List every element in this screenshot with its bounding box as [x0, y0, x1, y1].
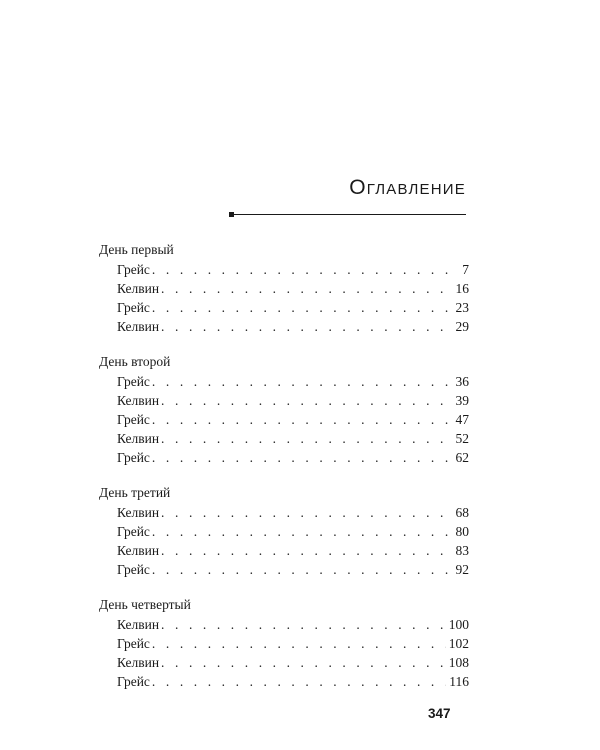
toc-entry [117, 260, 469, 279]
part-heading: День первый [99, 242, 174, 257]
dot-leader [161, 541, 452, 560]
entry-name: Грейс [117, 450, 150, 465]
dot-leader [152, 672, 446, 691]
entry-name: Келвин [117, 319, 160, 334]
dot-leader [161, 279, 452, 298]
page-title: Оглавление [349, 176, 466, 199]
dot-leader [152, 522, 453, 541]
dot-leader [161, 615, 446, 634]
entry-name: Келвин [117, 543, 160, 558]
entry-page: 23 [455, 300, 469, 315]
entry-page: 100 [448, 617, 469, 632]
entry-page: 36 [455, 374, 469, 389]
dot-leader [161, 503, 452, 522]
toc-entry [117, 653, 469, 672]
toc-entry [117, 541, 469, 560]
toc-part [99, 352, 469, 467]
toc-entry [117, 279, 469, 298]
toc-part [99, 240, 469, 336]
entry-name: Грейс [117, 636, 150, 651]
dot-leader [152, 560, 453, 579]
part-heading: День третий [99, 485, 171, 500]
dot-leader [161, 391, 452, 410]
toc-entry [117, 560, 469, 579]
entry-page: 62 [455, 450, 469, 465]
toc-entry [117, 522, 469, 541]
entry-page: 108 [448, 655, 469, 670]
entry-name: Грейс [117, 262, 150, 277]
dot-leader [152, 298, 453, 317]
dot-leader [161, 429, 452, 448]
toc-entry [117, 429, 469, 448]
entry-name: Келвин [117, 617, 160, 632]
toc-entry [117, 298, 469, 317]
entry-page: 39 [455, 393, 469, 408]
dot-leader [152, 448, 453, 467]
entry-page: 116 [449, 674, 469, 689]
toc-entry [117, 672, 469, 691]
entry-page: 16 [455, 281, 469, 296]
dot-leader [152, 372, 453, 391]
entry-name: Келвин [117, 281, 160, 296]
entry-name: Грейс [117, 412, 150, 427]
dot-leader [152, 260, 456, 279]
entry-name: Келвин [117, 655, 160, 670]
part-heading: День четвертый [99, 597, 191, 612]
dot-leader [152, 410, 453, 429]
entry-page: 7 [462, 262, 469, 277]
entry-page: 68 [455, 505, 469, 520]
entry-page: 92 [455, 562, 469, 577]
toc-entry [117, 410, 469, 429]
entry-page: 102 [448, 636, 469, 651]
entry-name: Келвин [117, 393, 160, 408]
toc-entry [117, 317, 469, 336]
entry-page: 29 [455, 319, 469, 334]
toc-entry [117, 634, 469, 653]
entry-page: 52 [455, 431, 469, 446]
entry-page: 80 [455, 524, 469, 539]
entry-name: Грейс [117, 524, 150, 539]
toc-entry [117, 503, 469, 522]
entry-name: Грейс [117, 374, 150, 389]
part-heading: День второй [99, 354, 171, 369]
toc-entry [117, 615, 469, 634]
dot-leader [161, 317, 452, 336]
page-number: 347 [428, 706, 451, 721]
entry-name: Грейс [117, 562, 150, 577]
table-of-contents [99, 240, 469, 707]
entry-page: 83 [455, 543, 469, 558]
toc-entry [117, 448, 469, 467]
entry-name: Келвин [117, 505, 160, 520]
toc-entry [117, 372, 469, 391]
entry-name: Келвин [117, 431, 160, 446]
dot-leader [161, 653, 446, 672]
entry-page: 47 [455, 412, 469, 427]
toc-entry [117, 391, 469, 410]
toc-part [99, 483, 469, 579]
toc-part [99, 595, 469, 691]
title-rule [232, 214, 466, 215]
entry-name: Грейс [117, 300, 150, 315]
entry-name: Грейс [117, 674, 150, 689]
dot-leader [152, 634, 446, 653]
